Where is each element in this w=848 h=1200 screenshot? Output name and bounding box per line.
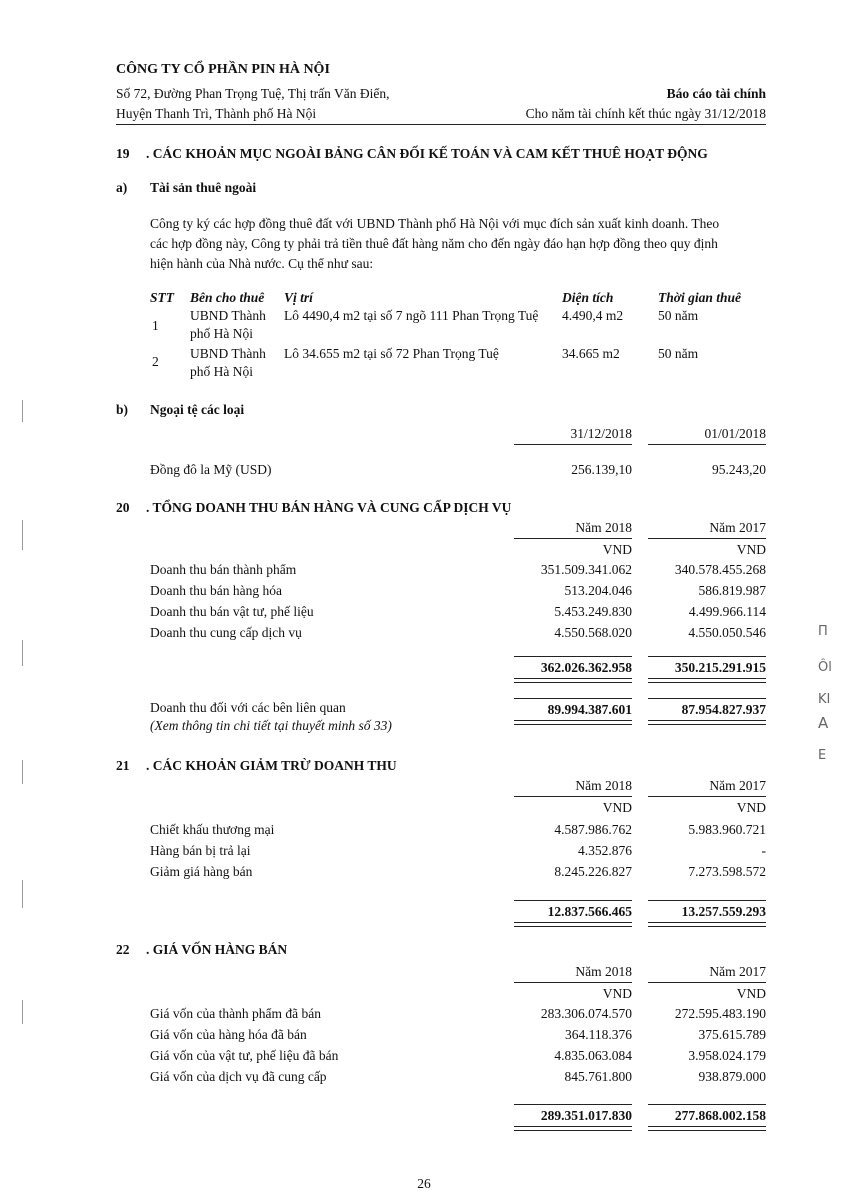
scan-margin-mark: [22, 760, 23, 784]
section-19b-label: b): [116, 402, 129, 417]
related-note: (Xem thông tin chi tiết tại thuyết minh số 33): [150, 718, 392, 733]
row-value-2018: 8.245.226.827: [554, 864, 632, 879]
total-double-underline: [514, 1126, 632, 1131]
scan-margin-mark: [22, 1000, 23, 1024]
total-line: [514, 900, 632, 901]
column-header-2017: Năm 2017: [709, 778, 766, 793]
total-2018: 362.026.362.958: [540, 660, 632, 675]
stamp-fragment: Π: [818, 624, 828, 639]
section-19-title: . CÁC KHOẢN MỤC NGOÀI BẢNG CÂN ĐỐI KẾ TOÁN VÀ CAM KẾT THUÊ HOẠT ĐỘNG: [146, 146, 708, 161]
unit-label: VND: [602, 542, 632, 557]
row-label: Doanh thu cung cấp dịch vụ: [150, 625, 302, 640]
row-value-2018: 5.453.249.830: [554, 604, 632, 619]
section-20-title: . TỔNG DOANH THU BÁN HÀNG VÀ CUNG CẤP DỊCH VỤ: [146, 500, 512, 515]
lease-header-lessor: Bên cho thuê: [190, 290, 265, 305]
row-value-2017: 4.550.050.546: [688, 625, 766, 640]
page-number: 26: [417, 1176, 431, 1191]
row-value-2018: 89.994.387.601: [547, 702, 632, 717]
section-21-number: 21: [116, 758, 130, 773]
total-line: [648, 656, 766, 657]
lease-area: 34.665 m2: [562, 346, 620, 361]
section-19a-title: Tài sản thuê ngoài: [150, 180, 257, 195]
total-double-underline: [648, 678, 766, 683]
company-name: CÔNG TY CỔ PHẦN PIN HÀ NỘI: [116, 62, 330, 77]
total-double-underline: [648, 922, 766, 927]
lease-lessor-cont: phố Hà Nội: [190, 364, 253, 379]
column-underline: [648, 796, 766, 797]
row-label: Doanh thu bán vật tư, phế liệu: [150, 604, 314, 619]
row-label: Giá vốn của vật tư, phế liệu đã bán: [150, 1048, 339, 1063]
total-line: [648, 698, 766, 699]
lease-lessor-cont: phố Hà Nội: [190, 326, 253, 341]
lease-header-term: Thời gian thuê: [658, 290, 742, 305]
stamp-fragment: A: [818, 714, 829, 732]
section-20-number: 20: [116, 500, 130, 515]
column-header-2018: Năm 2018: [575, 778, 632, 793]
unit-label: VND: [602, 800, 632, 815]
row-label: Đồng đô la Mỹ (USD): [150, 462, 272, 477]
row-value-2018: 4.550.568.020: [554, 625, 632, 640]
row-value-2018: 4.352.876: [578, 843, 632, 858]
row-value-2018: 4.587.986.762: [554, 822, 632, 837]
lease-lessor: UBND Thành: [190, 346, 266, 361]
row-value-2017: -: [761, 843, 766, 858]
column-underline: [648, 982, 766, 983]
header-divider: [116, 124, 766, 125]
total-line: [514, 698, 632, 699]
section-19a-paragraph-line3: hiện hành của Nhà nước. Cụ thể như sau:: [150, 256, 374, 271]
stamp-fragment: Ôl: [818, 660, 832, 675]
stamp-fragment: Ε: [818, 748, 827, 763]
lease-header-area: Diện tích: [562, 290, 614, 305]
row-value-2017: 4.499.966.114: [688, 604, 766, 619]
column-header-2017: Năm 2017: [709, 964, 766, 979]
row-value-2017: 586.819.987: [698, 583, 766, 598]
lease-term: 50 năm: [658, 346, 699, 361]
row-value-2017: 938.879.000: [698, 1069, 766, 1084]
row-value-2017: 272.595.483.190: [674, 1006, 766, 1021]
section-19a-label: a): [116, 180, 128, 195]
unit-label: VND: [736, 986, 766, 1001]
row-value-2017: 87.954.827.937: [681, 702, 766, 717]
row-value-2017: 3.958.024.179: [688, 1048, 766, 1063]
lease-stt: 1: [152, 318, 159, 333]
report-title: Báo cáo tài chính: [666, 86, 766, 101]
section-19a-paragraph-line1: Công ty ký các hợp đồng thuê đất với UBND Thành phố Hà Nội với mục đích sản xuất kinh doanh. Theo: [150, 216, 720, 231]
row-value-2018: 845.761.800: [564, 1069, 632, 1084]
column-header-2018: 31/12/2018: [570, 426, 632, 441]
stamp-fragment: KI: [818, 692, 831, 707]
total-double-underline: [514, 720, 632, 725]
row-value-2018: 513.204.046: [564, 583, 632, 598]
total-double-underline: [648, 720, 766, 725]
row-label: Doanh thu bán hàng hóa: [150, 583, 282, 598]
column-underline: [648, 444, 766, 445]
column-header-2018: Năm 2018: [575, 520, 632, 535]
total-double-underline: [514, 678, 632, 683]
row-label: Doanh thu đối với các bên liên quan: [150, 700, 346, 715]
total-2017: 350.215.291.915: [674, 660, 766, 675]
unit-label: VND: [736, 800, 766, 815]
row-value-2017: 95.243,20: [712, 462, 766, 477]
row-label: Chiết khấu thương mại: [150, 822, 275, 837]
row-value-2017: 5.983.960.721: [688, 822, 766, 837]
column-underline: [514, 796, 632, 797]
column-header-2017: 01/01/2018: [704, 426, 766, 441]
total-line: [514, 656, 632, 657]
column-header-2017: Năm 2017: [709, 520, 766, 535]
column-underline: [514, 538, 632, 539]
total-line: [648, 900, 766, 901]
lease-header-stt: STT: [150, 290, 175, 305]
lease-area: 4.490,4 m2: [562, 308, 624, 323]
section-19a-paragraph-line2: các hợp đồng này, Công ty phải trả tiền thuê đất hàng năm cho đến ngày đáo hạn hợp đồng theo quy định: [150, 236, 718, 251]
total-2017: 277.868.002.158: [674, 1108, 766, 1123]
scan-margin-mark: [22, 880, 23, 908]
total-2018: 12.837.566.465: [547, 904, 632, 919]
row-value-2017: 340.578.455.268: [674, 562, 766, 577]
row-value-2018: 351.509.341.062: [540, 562, 632, 577]
unit-label: VND: [736, 542, 766, 557]
column-underline: [514, 982, 632, 983]
section-22-number: 22: [116, 942, 130, 957]
total-2017: 13.257.559.293: [681, 904, 766, 919]
total-line: [514, 1104, 632, 1105]
section-22-title: . GIÁ VỐN HÀNG BÁN: [146, 942, 288, 957]
scan-margin-mark: [22, 520, 23, 550]
unit-label: VND: [602, 986, 632, 1001]
column-underline: [514, 444, 632, 445]
total-double-underline: [648, 1126, 766, 1131]
lease-term: 50 năm: [658, 308, 699, 323]
column-underline: [648, 538, 766, 539]
section-19b-title: Ngoại tệ các loại: [150, 402, 245, 417]
company-address-line2: Huyện Thanh Trì, Thành phố Hà Nội: [116, 106, 317, 121]
section-21-title: . CÁC KHOẢN GIẢM TRỪ DOANH THU: [146, 758, 397, 773]
row-value-2018: 283.306.074.570: [540, 1006, 632, 1021]
lease-location: Lô 4490,4 m2 tại số 7 ngõ 111 Phan Trọng Tuệ: [284, 308, 539, 323]
scan-margin-mark: [22, 640, 23, 666]
row-label: Giá vốn của thành phẩm đã bán: [150, 1006, 321, 1021]
row-label: Giảm giá hàng bán: [150, 864, 253, 879]
company-address-line1: Số 72, Đường Phan Trọng Tuệ, Thị trấn Văn Điển,: [116, 86, 390, 101]
row-value-2018: 4.835.063.084: [554, 1048, 632, 1063]
row-label: Hàng bán bị trả lại: [150, 843, 251, 858]
row-value-2017: 375.615.789: [698, 1027, 766, 1042]
row-value-2018: 256.139,10: [571, 462, 632, 477]
scan-margin-mark: [22, 400, 23, 422]
lease-location: Lô 34.655 m2 tại số 72 Phan Trọng Tuệ: [284, 346, 499, 361]
row-label: Giá vốn của hàng hóa đã bán: [150, 1027, 307, 1042]
row-value-2017: 7.273.598.572: [688, 864, 766, 879]
total-double-underline: [514, 922, 632, 927]
total-2018: 289.351.017.830: [540, 1108, 632, 1123]
row-label: Giá vốn của dịch vụ đã cung cấp: [150, 1069, 327, 1084]
lease-stt: 2: [152, 354, 159, 369]
lease-lessor: UBND Thành: [190, 308, 266, 323]
row-value-2018: 364.118.376: [565, 1027, 632, 1042]
report-period: Cho năm tài chính kết thúc ngày 31/12/2018: [525, 106, 766, 121]
lease-header-location: Vị trí: [284, 290, 313, 305]
total-line: [648, 1104, 766, 1105]
section-19-number: 19: [116, 146, 130, 161]
column-header-2018: Năm 2018: [575, 964, 632, 979]
row-label: Doanh thu bán thành phẩm: [150, 562, 297, 577]
